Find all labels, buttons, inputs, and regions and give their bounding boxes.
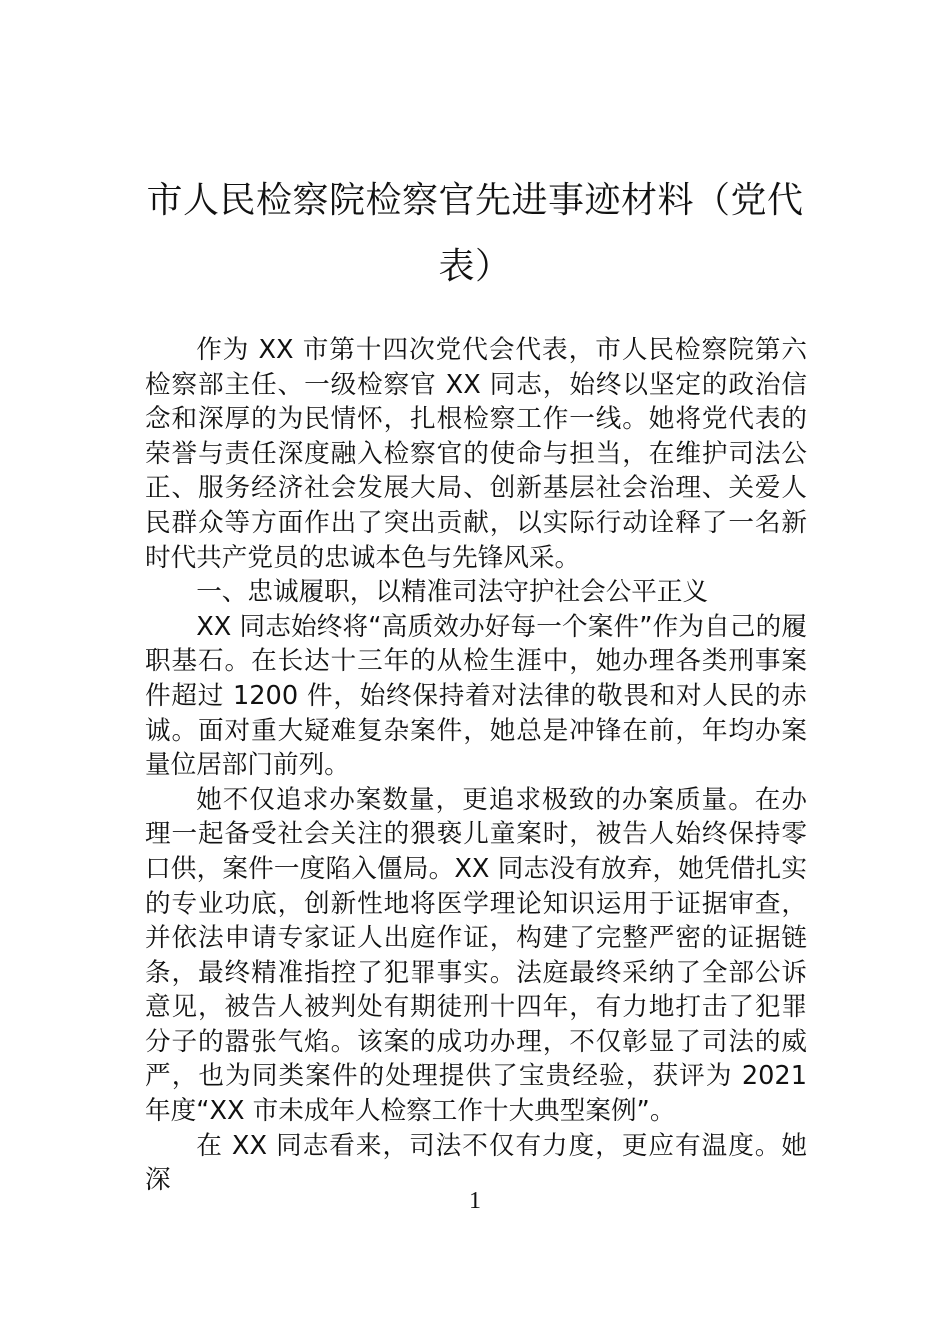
paragraph-3: 在 XX 同志看来，司法不仅有力度，更应有温度。她深 — [145, 1130, 807, 1196]
document-body — [145, 333, 807, 1198]
paragraph-intro: 作为 XX 市第十四次党代会代表，市人民检察院第六检察部主任、一级检察官 XX 同志，始终以坚定的政治信念和深厚的为民情怀，扎根检察工作一线。她将党代表的荣誉与责任深度融入检察官的使命与担当，在维护司法公正、服务经济社会发展大局、创新基层社会治理、关爱人民群众等方面作出了突出贡献，以实际行动诠释了一名新时代共产党员的忠诚本色与先锋风采。 — [145, 335, 807, 573]
document-title: 市人民检察院检察官先进事迹材料（党代表） — [146, 180, 804, 287]
page-number: 1 — [469, 1188, 481, 1214]
section-heading-1: 一、忠诚履职，以精准司法守护社会公平正义 — [196, 577, 709, 608]
paragraph-2: 她不仅追求办案数量，更追求极致的办案质量。在办理一起备受社会关注的猥亵儿童案时，被告人始终保持零口供，案件一度陷入僵局。XX 同志没有放弃，她凭借扎实的专业功底，创新性地将医学理论知识运用于证据审查，并依法申请专家证人出庭作证，构建了完整严密的证据链条，最终精准指控了犯罪事实。法庭最终采纳了全部公诉意见，被告人被判处有期徒刑十四年，有力地打击了犯罪分子的嚣张气焰。该案的成功办理，不仅彰显了司法的威严，也为同类案件的处理提供了宝贵经验，获评为 2021 年度“XX 市未成年人检察工作十大典型案例”。 — [145, 784, 807, 1127]
paragraph-1: XX 同志始终将“高质效办好每一个案件”作为自己的履职基石。在长达十三年的从检生涯中，她办理各类刑事案件超过 1200 件，始终保持着对法律的敬畏和对人民的赤诚。面对重大疑难复杂案件，她总是冲锋在前，年均办案量位居部门前列。 — [145, 611, 807, 781]
